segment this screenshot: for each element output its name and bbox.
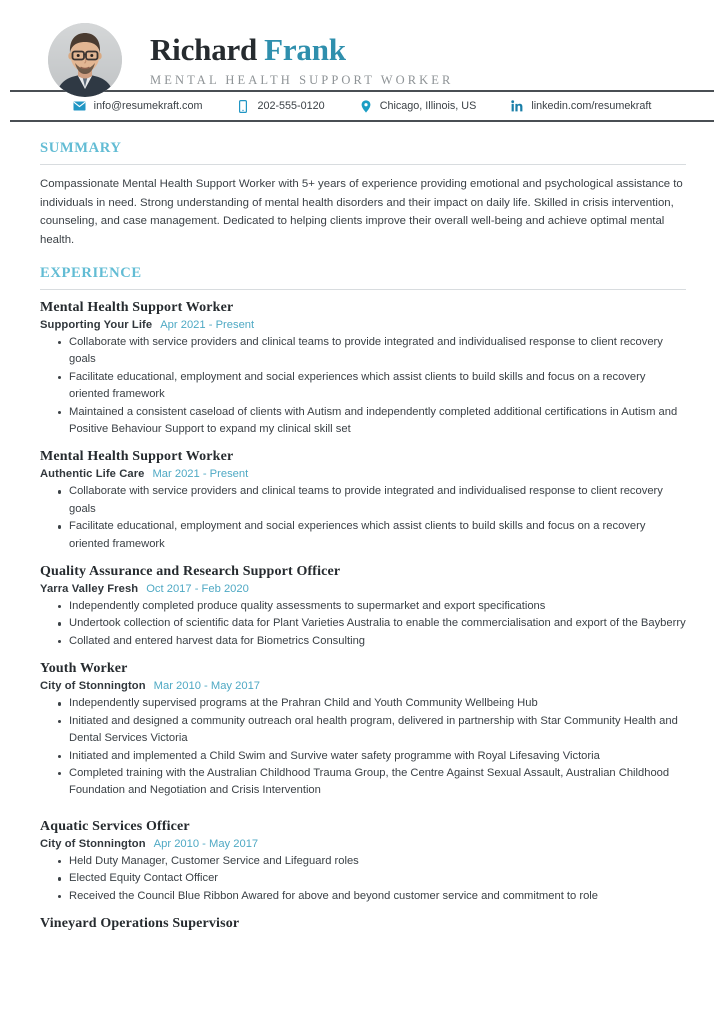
job-company: Supporting Your Life [40, 319, 153, 331]
bullet-item: Facilitate educational, employment and social experiences which assist clients to build skills and focus on a recovery oriented framework [58, 369, 686, 404]
job-role: Quality Assurance and Research Support Officer [40, 564, 341, 580]
contact-phone[interactable] [236, 99, 324, 113]
job-company: Yarra Valley Fresh [40, 583, 139, 596]
headline-job-title: MENTAL HEALTH SUPPORT WORKER [150, 73, 454, 88]
section-divider [40, 289, 686, 290]
first-name: Richard [150, 31, 258, 67]
contact-linkedin-value: linkedin.com/resumekraft [531, 100, 652, 112]
job-company: City of Stonnington [40, 680, 146, 693]
job-dates: Mar 2010 - May 2017 [153, 680, 261, 693]
phone-icon [236, 99, 250, 113]
bullet-item: Completed training with the Australian Childhood Trauma Group, the Centre Against Sexual Assault, Australian Childhood Foundation and Negotiation and Crisis Intervention [58, 765, 686, 800]
section-divider [40, 164, 686, 165]
job-meta [40, 319, 686, 331]
job-meta [40, 583, 686, 595]
section-title-summary: SUMMARY [40, 140, 122, 156]
job-dates: Apr 2021 - Present [160, 319, 255, 331]
contact-email-value: info@resumekraft.com [93, 100, 203, 112]
contact-bar [0, 92, 724, 120]
bullet-item: Held Duty Manager, Customer Service and Lifeguard roles [58, 853, 686, 870]
bullet-item: Received the Council Blue Ribbon Awared for above and beyond customer service and commitment to role [58, 888, 686, 905]
avatar [48, 23, 122, 97]
section-summary [40, 140, 686, 249]
job-meta [40, 680, 686, 692]
job-role: Mental Health Support Worker [40, 300, 234, 315]
bullet-item: Maintained a consistent caseload of clients with Autism and independently completed additional certifications in Autism and Positive Behaviour Support to expand my clinical skill set [58, 404, 686, 439]
job-company: Authentic Life Care [40, 468, 145, 481]
job-company: City of Stonnington [40, 837, 146, 850]
bullet-item: Initiated and implemented a Child Swim and Survive water safety programme with Royal Lifesaving Victoria [58, 748, 686, 765]
contact-location-value: Chicago, Illinois, US [379, 100, 477, 112]
bullet-item: Elected Equity Contact Officer [58, 870, 686, 887]
job-bullets [40, 853, 686, 905]
full-name [150, 31, 453, 67]
job-role: Youth Worker [40, 661, 128, 677]
bullet-item: Facilitate educational, employment and social experiences which assist clients to build skills and focus on a recovery oriented framework [58, 518, 686, 553]
job-role: Vineyard Operations Supervisor [40, 915, 240, 931]
job-bullets [40, 334, 686, 438]
section-title-experience: EXPERIENCE [40, 265, 142, 281]
experience-item [40, 916, 686, 932]
bullet-item: Independently supervised programs at the Prahran Child and Youth Community Wellbeing Hub [58, 695, 686, 712]
bullet-item: Collated and entered harvest data for Biometrics Consulting [58, 633, 686, 650]
job-bullets [40, 598, 686, 650]
contact-location[interactable] [359, 99, 477, 113]
experience-item [40, 661, 686, 799]
name-block [150, 32, 453, 89]
job-meta [40, 468, 686, 480]
job-bullets [40, 695, 686, 799]
job-role: Aquatic Services Officer [40, 818, 190, 834]
summary-text: Compassionate Mental Health Support Worker with 5+ years of experience providing emotional and psychological assistance to individuals in need. Strong understanding of mental health disorders and their impact on daily life. Skilled in crisis intervention, counseling, and case management. Dedicated to helping clients improve their overall well-being and achieve optimal mental health. [40, 178, 683, 246]
section-experience [40, 265, 686, 932]
experience-item [40, 300, 686, 438]
bullet-item: Independently completed produce quality assessments to supermarket and export specifications [58, 598, 686, 615]
contact-phone-value: 202-555-0120 [257, 100, 325, 112]
job-meta [40, 838, 686, 850]
last-name: Frank [264, 31, 346, 67]
bullet-item: Initiated and designed a community outreach oral health program, delivered in partnership with Star Community Health and Dental Services Victoria [58, 713, 686, 748]
bullet-item: Undertook collection of scientific data for Plant Varieties Australia to enable the commercialisation and export of the Bayberry [58, 615, 686, 632]
experience-item [40, 564, 686, 650]
job-dates: Apr 2010 - May 2017 [153, 837, 259, 850]
bullet-item: Collaborate with service providers and clinical teams to provide integrated and individualised response to client recovery goals [58, 334, 686, 369]
job-dates: Mar 2021 - Present [152, 468, 249, 481]
linkedin-icon [510, 99, 524, 113]
job-role: Mental Health Support Worker [40, 449, 234, 465]
experience-item [40, 819, 686, 905]
job-bullets [40, 483, 686, 553]
location-pin-icon [359, 99, 373, 113]
job-dates: Oct 2017 - Feb 2020 [146, 583, 249, 596]
contact-linkedin[interactable] [510, 99, 651, 113]
resume-header [0, 0, 724, 90]
experience-item [40, 449, 686, 553]
email-icon [73, 99, 87, 113]
contact-email[interactable] [73, 99, 203, 113]
resume-body [0, 122, 724, 932]
bullet-item: Collaborate with service providers and clinical teams to provide integrated and individualised response to client recovery goals [58, 483, 686, 518]
